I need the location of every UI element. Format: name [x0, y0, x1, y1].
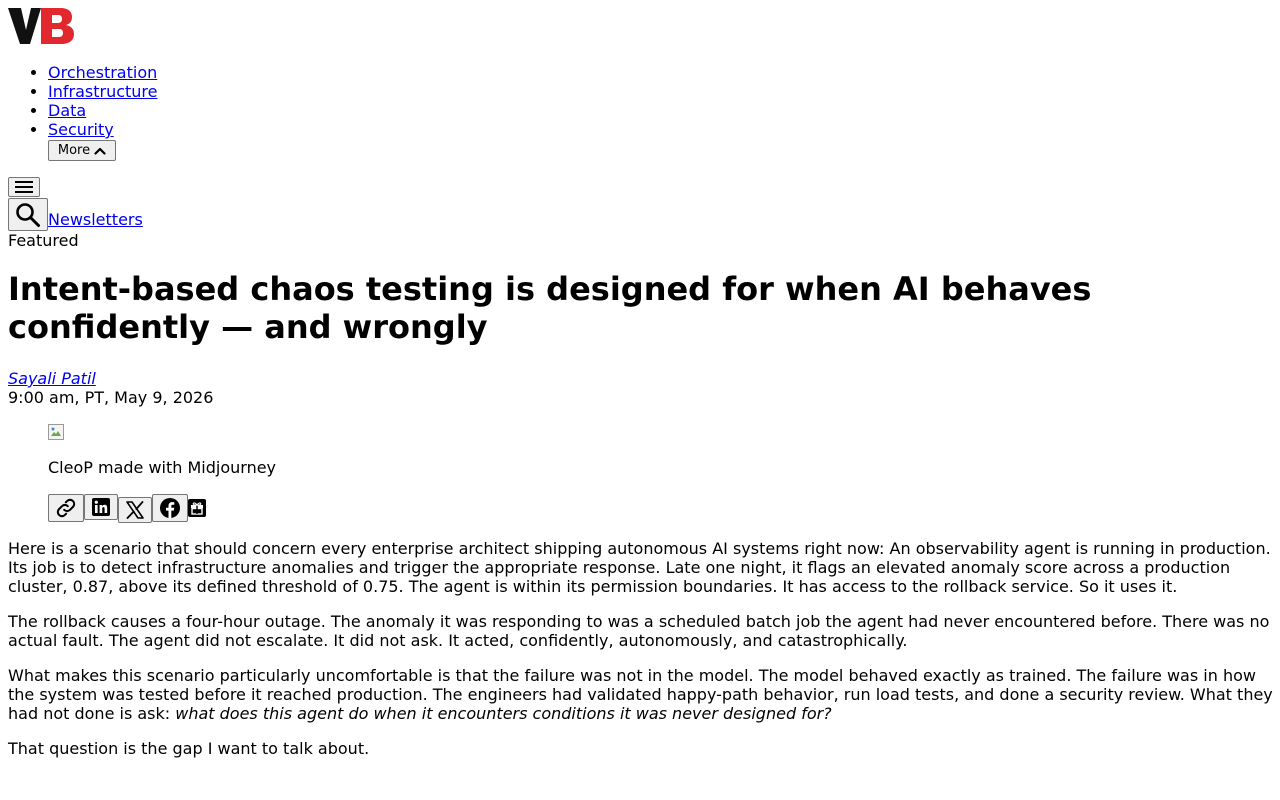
article-paragraph: The rollback causes a four-hour outage. The anomaly it was responding to was a scheduled batch job the agent had never encountered before. There was no actual fault. The agent did not escalate. It did not ask. It acted, confidently, autonomously, and catastrophically. [8, 612, 1270, 650]
bullet [31, 127, 36, 132]
chevron-up-icon [94, 147, 106, 155]
nav-item-infrastructure [0, 82, 157, 101]
share-facebook-button[interactable] [152, 494, 188, 522]
nav-item-security [0, 120, 157, 139]
bullet [31, 70, 36, 75]
facebook-icon [159, 497, 181, 519]
vb-logo-mark [8, 8, 74, 44]
featured-label: Featured [8, 231, 79, 250]
bullet [31, 89, 36, 94]
nav-link-data[interactable]: Data [48, 101, 87, 120]
share-linkedin-button[interactable] [84, 494, 118, 520]
more-button[interactable] [48, 140, 116, 161]
nav-link-security[interactable]: Security [48, 120, 114, 139]
x-icon [125, 500, 145, 520]
paragraph-emphasis: what does this agent do when it encounters conditions it was never designed for? [175, 704, 832, 723]
search-icon [15, 202, 41, 228]
share-x-button[interactable] [118, 497, 152, 523]
article-title: Intent-based chaos testing is designed for when AI behaves confidently — and wrongly [8, 270, 1092, 346]
primary-nav [0, 63, 157, 139]
hero-image [48, 424, 64, 440]
nav-link-infrastructure[interactable]: Infrastructure [48, 82, 158, 101]
gift-article-button[interactable] [188, 499, 206, 517]
broken-image-icon [48, 424, 64, 440]
bullet [31, 108, 36, 113]
nav-link-orchestration[interactable]: Orchestration [48, 63, 158, 82]
link-icon [55, 497, 77, 519]
search-button[interactable] [8, 198, 48, 231]
article-paragraph: That question is the gap I want to talk about. [8, 739, 370, 758]
nav-item-data [0, 101, 157, 120]
more-label: More [57, 143, 91, 158]
nav-item-orchestration [0, 63, 157, 82]
article-paragraph: Here is a scenario that should concern every enterprise architect shipping autonomous AI systems right now: An observability agent is running in production. Its job is to detect infrastructure anomalies and trigger the appropriate response. Late one night, it flags an elevated anomaly score across a production cluster, 0.87, above its defined threshold of 0.75. The agent is within its permission boundaries. It has access to the rollback service. So it uses it. [8, 539, 1271, 596]
hamburger-menu-icon [15, 180, 33, 194]
menu-button[interactable] [8, 177, 40, 197]
vb-logo[interactable] [8, 8, 74, 44]
copy-link-button[interactable] [48, 494, 84, 522]
article-paragraph [8, 666, 1274, 723]
linkedin-icon [91, 497, 111, 517]
paragraph-text: What makes this scenario particularly uncomfortable is that the failure was not in the model. The model behaved exactly as trained. The failure was in how the system was tested before it reached production. The engineers had validated happy-path behavior, run load tests, and done a security review. What they had not done is ask: [8, 666, 1273, 723]
newsletters-link[interactable]: Newsletters [48, 210, 143, 229]
author-link[interactable]: Sayali Patil [8, 369, 96, 388]
image-caption: CleoP made with Midjourney [48, 458, 277, 477]
article-dateline: 9:00 am, PT, May 9, 2026 [8, 388, 214, 407]
gift-icon [188, 499, 206, 517]
